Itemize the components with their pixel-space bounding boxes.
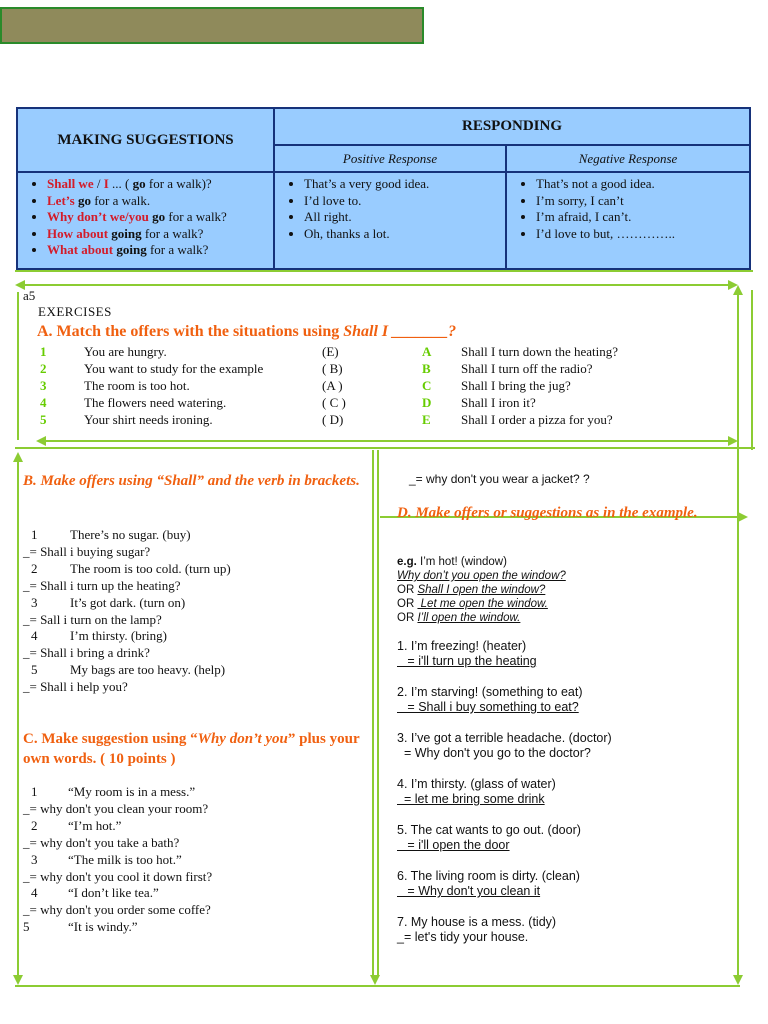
- list-item: • Why don’t we/you go for a walk?: [47, 209, 272, 226]
- negative-header: Negative Response: [506, 145, 750, 172]
- answer-text: _= Sall i turn on the lamp?: [23, 611, 162, 627]
- section-a-title: A. Match the offers with the situations using Shall I _______?: [37, 323, 457, 340]
- divider: [372, 450, 374, 975]
- positive-cell: [274, 172, 506, 269]
- list-item: 3. I’ve got a terrible headache. (doctor) = Why don't you go to the doctor?: [397, 731, 612, 760]
- list-item: A Shall I turn down the heating?: [422, 344, 619, 359]
- answer-text: _= Shall i turn up the heating?: [23, 577, 181, 593]
- section-b-title: B. Make offers using “Shall” and the verb in brackets.: [23, 473, 360, 489]
- arrow-up-icon: [13, 452, 23, 462]
- list-item: • That’s a very good idea.: [304, 176, 504, 193]
- arrow-left-icon: [36, 436, 46, 446]
- responding-header: RESPONDING: [274, 108, 750, 145]
- list-item: 1. I’m freezing! (heater) = i'll turn up the heating: [397, 639, 537, 668]
- section-a-offers: [422, 343, 722, 428]
- list-item: • All right.: [304, 209, 504, 226]
- answer-text: _= why don't you wear a jacket? ?: [409, 472, 590, 486]
- divider: [17, 460, 19, 975]
- suggestions-table: [16, 107, 751, 270]
- divider: [15, 270, 753, 272]
- list-item: 2 You want to study for the example ( B): [40, 361, 343, 376]
- answer-text: _= why don't you cool it down first?: [23, 868, 213, 884]
- list-item: 2 The room is too cold. (turn up): [31, 560, 231, 576]
- list-item: • I’m sorry, I can’t: [536, 193, 748, 210]
- section-b-list: [23, 527, 368, 696]
- section-c-list: [23, 784, 368, 936]
- making-suggestions-header: MAKING SUGGESTIONS: [17, 108, 274, 172]
- list-item: • I’d love to but, …………..: [536, 226, 748, 243]
- page-label: a5: [23, 288, 36, 303]
- list-item: • I’d love to.: [304, 193, 504, 210]
- example-prompt: e.g. I’m hot! (window): [397, 556, 507, 568]
- list-item: • What about going for a walk?: [47, 242, 272, 259]
- section-d-example: [397, 555, 727, 625]
- list-item: 4. I’m thirsty. (glass of water) = let me bring some drink: [397, 777, 556, 806]
- exercises-heading: EXERCISES: [38, 304, 112, 319]
- list-item: 3 “The milk is too hot.”: [31, 851, 182, 867]
- list-item: • That’s not a good idea.: [536, 176, 748, 193]
- header-bar: [0, 7, 424, 44]
- list-item: 1 “My room is in a mess.”: [31, 784, 196, 799]
- list-item: 1 There’s no sugar. (buy): [31, 527, 191, 542]
- divider: [737, 290, 739, 980]
- arrow-right-icon: [738, 512, 748, 522]
- list-item: 5. The cat wants to go out. (door) = i'll open the door: [397, 823, 581, 852]
- list-item: C Shall I bring the jug?: [422, 378, 571, 393]
- list-item: 6. The living room is dirty. (clean) = Why don't you clean it: [397, 869, 580, 898]
- list-item: 7. My house is a mess. (tidy) _= let's tidy your house.: [397, 915, 557, 944]
- divider: [42, 440, 732, 442]
- section-a-situations: [40, 343, 360, 428]
- suggestions-cell: [17, 172, 274, 269]
- example-line: OR I’ll open the window.: [397, 612, 521, 624]
- list-item: D Shall I iron it?: [422, 395, 536, 410]
- list-item: • How about going for a walk?: [47, 226, 272, 243]
- list-item: B Shall I turn off the radio?: [422, 361, 593, 376]
- list-item: 4 The flowers need watering. ( C ): [40, 395, 346, 410]
- list-item: 5 Your shirt needs ironing. ( D): [40, 412, 344, 427]
- section-c-title: C. Make suggestion using “Why don’t you” plus your own words. ( 10 points ): [23, 731, 360, 767]
- example-line: Why don’t you open the window?: [397, 570, 566, 582]
- list-item: 4 I’m thirsty. (bring): [31, 628, 167, 644]
- list-item: • Shall we / I ... ( go for a walk)?: [47, 176, 272, 193]
- divider: [15, 447, 755, 449]
- example-line: OR Let me open the window.: [397, 598, 548, 610]
- divider: [22, 284, 734, 286]
- list-item: • Let’s go for a walk.: [47, 193, 272, 210]
- negative-cell: [506, 172, 750, 269]
- section-d-list: [397, 639, 727, 945]
- positive-header: Positive Response: [274, 145, 506, 172]
- example-line: OR Shall I open the window?: [397, 584, 546, 596]
- divider: [17, 292, 19, 440]
- list-item: 2 “I’m hot.”: [31, 817, 122, 833]
- list-item: E Shall I order a pizza for you?: [422, 412, 613, 427]
- arrow-down-icon: [370, 975, 380, 985]
- list-item: 3 It’s got dark. (turn on): [31, 594, 186, 610]
- arrow-up-icon: [733, 285, 743, 295]
- divider: [15, 985, 740, 987]
- list-item: • Oh, thanks a lot.: [304, 226, 504, 243]
- list-item: 3 The room is too hot. (A ): [40, 378, 343, 393]
- list-item: 5 My bags are too heavy. (help): [31, 662, 226, 678]
- list-item: 2. I’m starving! (something to eat) = Shall i buy something to eat?: [397, 685, 583, 714]
- list-item: 1 You are hungry. (E): [40, 344, 339, 359]
- answer-text: _= why don't you clean your room?: [23, 800, 209, 816]
- answer-text: _= Shall i help you?: [23, 679, 128, 695]
- list-item: 5 “It is windy.”: [23, 919, 138, 935]
- arrow-down-icon: [733, 975, 743, 985]
- answer-text: _= Shall i bring a drink?: [23, 645, 150, 661]
- list-item: 4 “I don’t like tea.”: [31, 885, 159, 901]
- answer-text: _= why don't you order some coffe?: [23, 902, 211, 918]
- arrow-down-icon: [13, 975, 23, 985]
- section-d-title: D. Make offers or suggestions as in the example.: [397, 505, 698, 521]
- divider: [751, 290, 753, 450]
- answer-text: _= Shall i buying sugar?: [23, 543, 151, 559]
- divider: [377, 450, 379, 975]
- answer-text: _= why don't you take a bath?: [23, 834, 180, 850]
- list-item: • I’m afraid, I can’t.: [536, 209, 748, 226]
